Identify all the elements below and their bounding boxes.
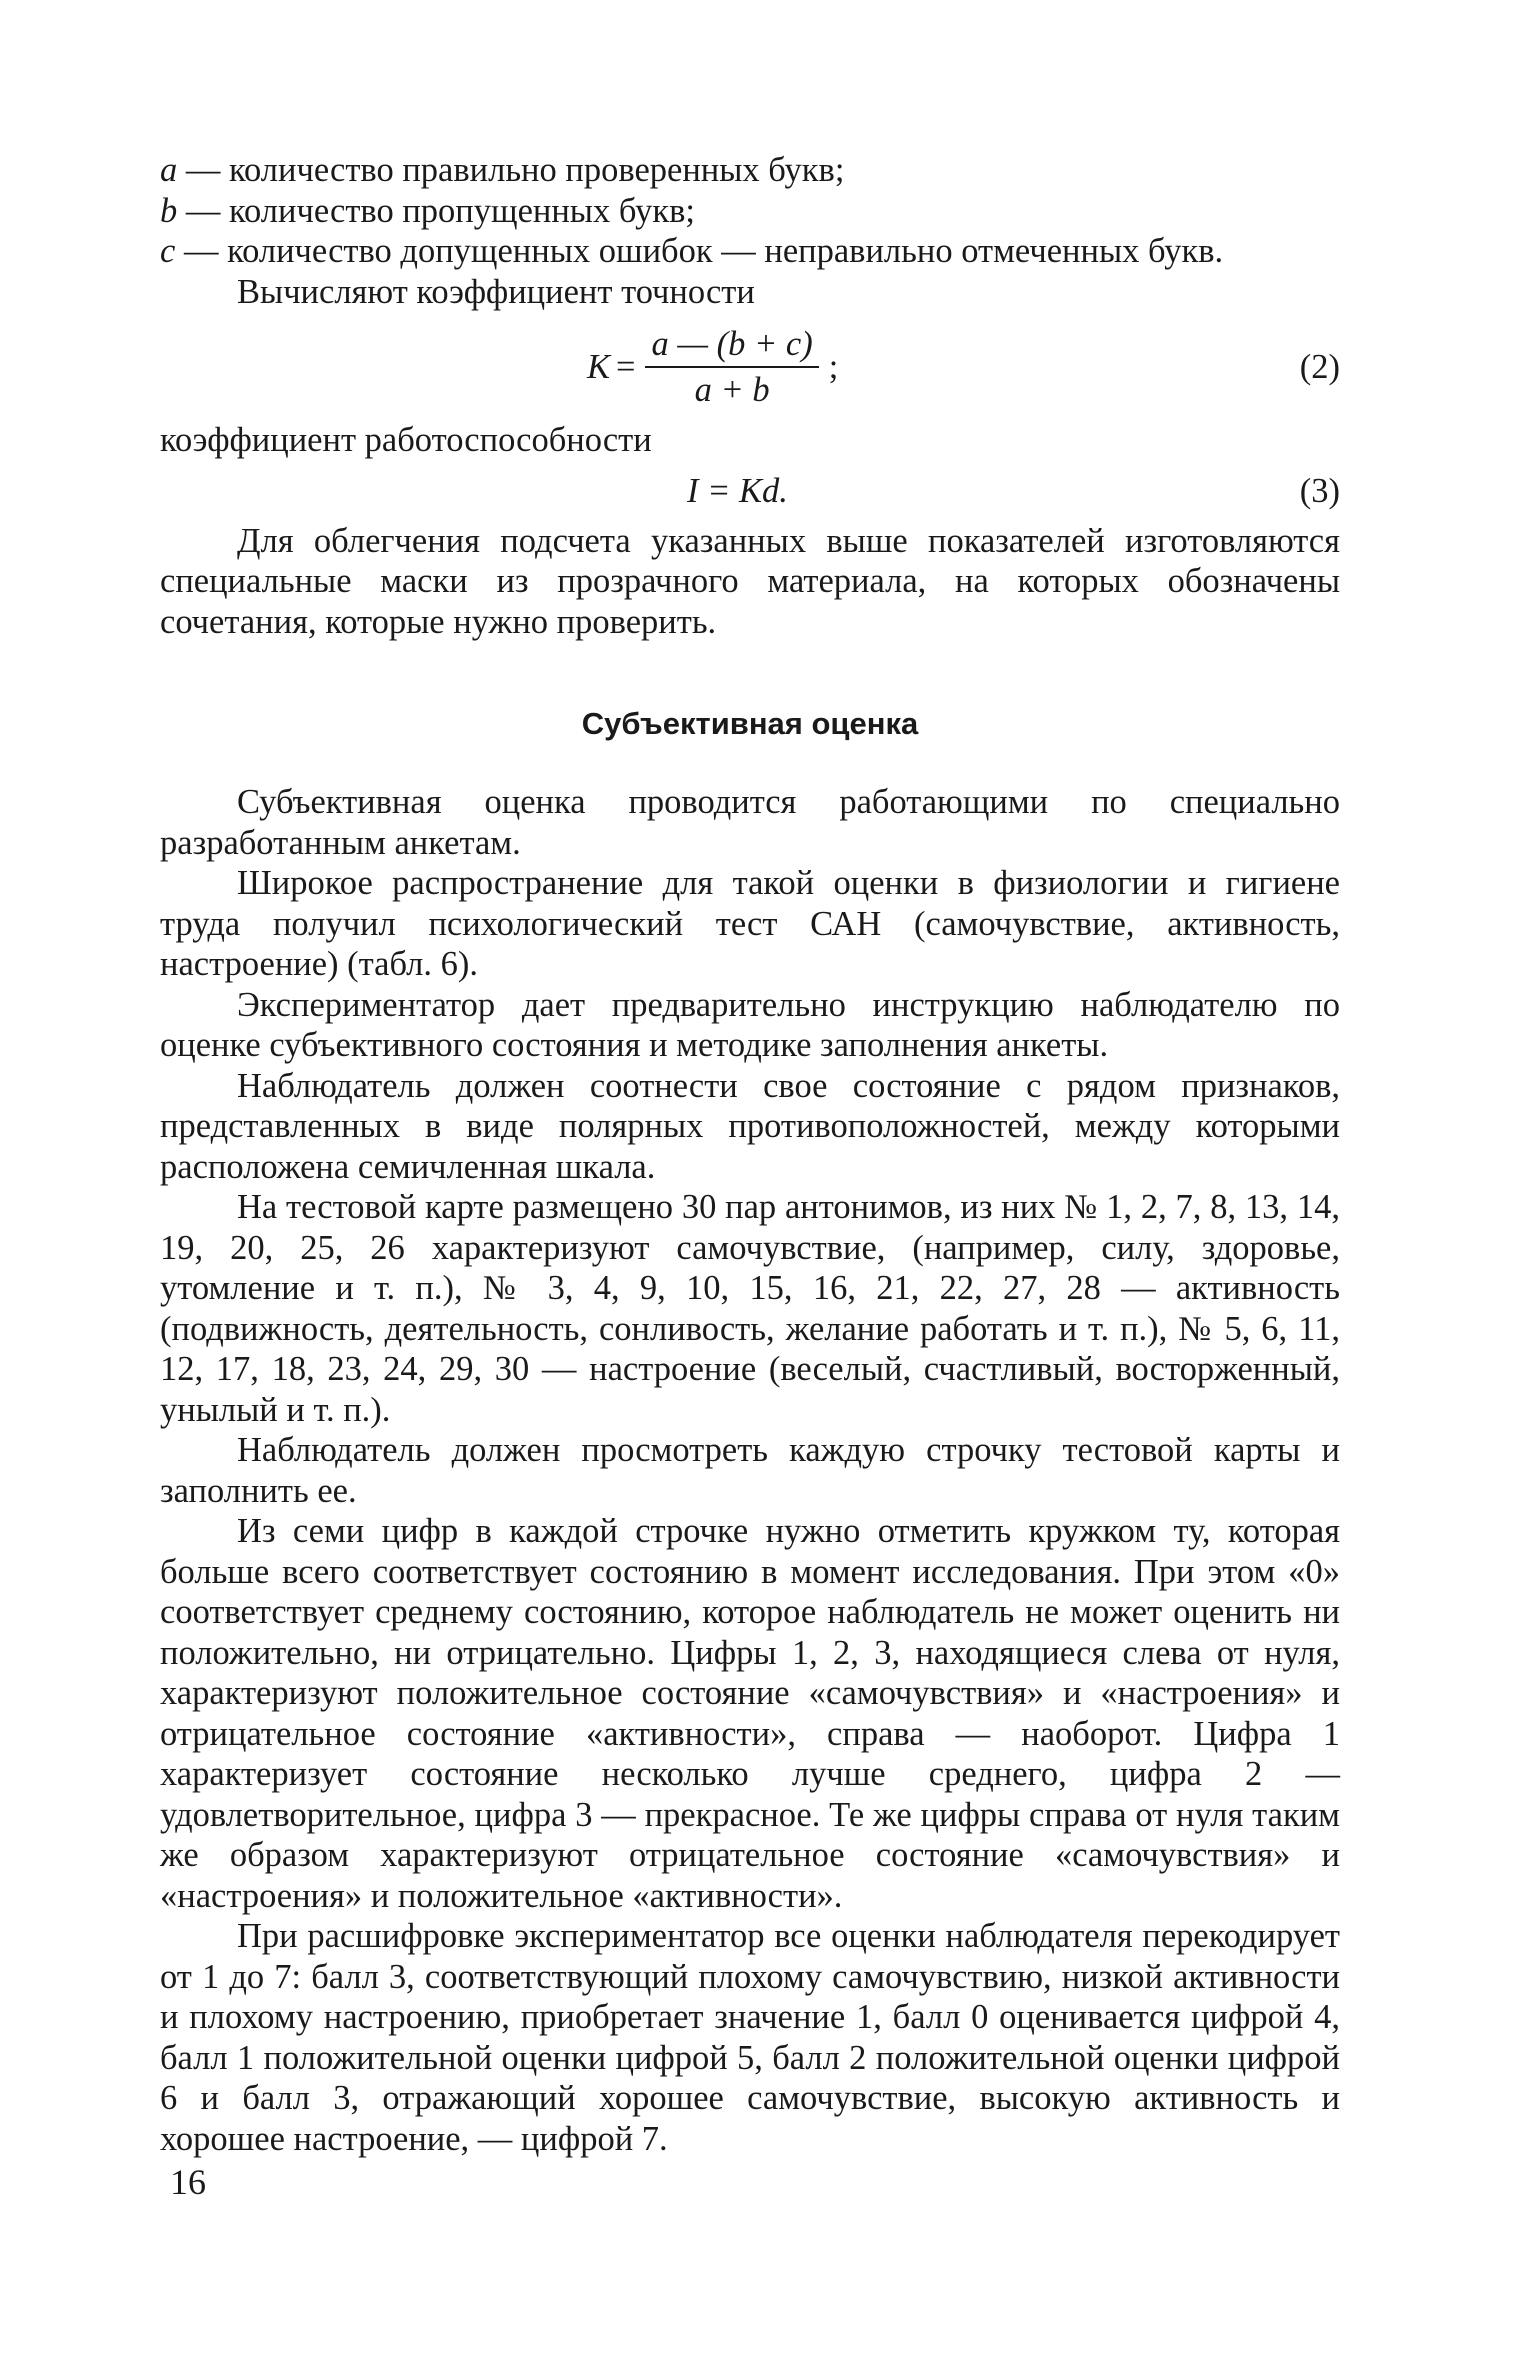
formula-accuracy-punct: ; [828,347,839,386]
definition-a-text: — количество правильно проверенных букв; [177,151,845,189]
equation-number-2: (2) [1299,348,1340,386]
formula-accuracy-denominator: a + b [694,371,770,409]
paragraph-masks: Для облегчения подсчета указанных выше показателей изготовляются специальные маски из прозрачного материала, на которых обозначены сочетания, которые нужно проверить. [160,521,1340,641]
paragraph-7: Из семи цифр в каждой строчке нужно отметить кружком ту, которая больше всего соответствует состоянию в момент исследования. При этом «0» соответствует среднему состоянию, которое наблюдатель не может оценить ни положительно, ни отрицательно. Цифры 1, 2, 3, находящиеся слева от нуля, характеризуют положительное состояние «самочувствия» и «настроения» и отрицательное состояние «активности», справа — наоборот. Цифра 1 характеризует состояние несколько лучше среднего, цифра 2 — удовлетворительное, цифра 3 — прекрасное. Те же цифры справа от нуля таким же образом характеризуют отрицательное состояние «самочувствия» и «настроения» и положительное «активности». [160,1512,1340,1915]
formula-accuracy-lhs: K [587,347,611,386]
formula-accuracy-eq: = [616,347,636,386]
paragraph-1: Субъективная оценка проводится работающими по специально разработанным анкетам. [160,783,1340,862]
definition-c [160,231,1340,272]
definition-c-var: c [160,232,176,270]
page-number: 16 [170,2162,206,2202]
definition-a [160,150,1340,191]
paragraph-4: Наблюдатель должен соотнести свое состояние с рядом признаков, представленных в виде полярных противоположностей, между которыми расположена семичленная шкала. [160,1066,1340,1186]
accuracy-intro: Вычисляют коэффициент точности [237,272,755,311]
definition-b-text: — количество пропущенных букв; [177,191,695,230]
definition-c-text: — количество допущенных ошибок — неправильно отмеченных букв. [175,232,1224,270]
formula-accuracy-expr [587,318,838,416]
section-heading: Субъективная оценка [581,706,919,741]
formula-accuracy-numerator: a — (b + c) [645,324,818,368]
paragraph-6: Наблюдатель должен просмотреть каждую строчку тестовой карты и заполнить ее. [160,1431,1340,1510]
page-body [160,150,1340,2159]
equation-number-3: (3) [1299,471,1340,510]
paragraph-8: При расшифровке экспериментатор все оценки наблюдателя перекодирует от 1 до 7: балл 3, соответствующий плохому самочувствию, низкой активности и плохому настроению, приобретает значение 1, балл 0 оценивается цифрой 4, балл 1 положительной оценки цифрой 5, балл 2 положительной оценки цифрой 6 и балл 3, отражающий хорошее самочувствие, высокую активность и хорошее настроение, — цифрой 7. [160,1917,1340,2158]
work-capacity-intro: коэффициент работоспособности [160,421,652,459]
definition-b-var: b [160,191,178,230]
formula-work-capacity [160,465,1340,517]
definition-a-var: a [160,151,178,189]
paragraph-5: На тестовой карте размещено 30 пар антонимов, из них № 1, 2, 7, 8, 13, 14, 19, 20, 25, 26 характеризуют самочувствие, (например, силу, здоровье, утомление и т. п.), № 3, 4, 9, 10, 15, 16, 21, 22, 27, 28 — активность (подвижность, деятельность, сонливость, желание работать и т. п.), № 5, 6, 11, 12, 17, 18, 23, 24, 29, 30 — настроение (веселый, счастливый, восторженный, унылый и т. п.). [160,1188,1340,1429]
formula-accuracy [160,318,1340,416]
formula-accuracy-fraction [645,324,818,410]
definition-b [160,191,1340,232]
formula-work-capacity-expr: I = Kd. [687,471,788,510]
paragraph-2: Широкое распространение для такой оценки в физиологии и гигиене труда получил психологический тест САН (самочувствие, активность, настроение) (табл. 6). [160,864,1340,983]
paragraph-3: Экспериментатор дает предварительно инструкцию наблюдателю по оценке субъективного состояния и методике заполнения анкеты. [160,985,1340,1064]
